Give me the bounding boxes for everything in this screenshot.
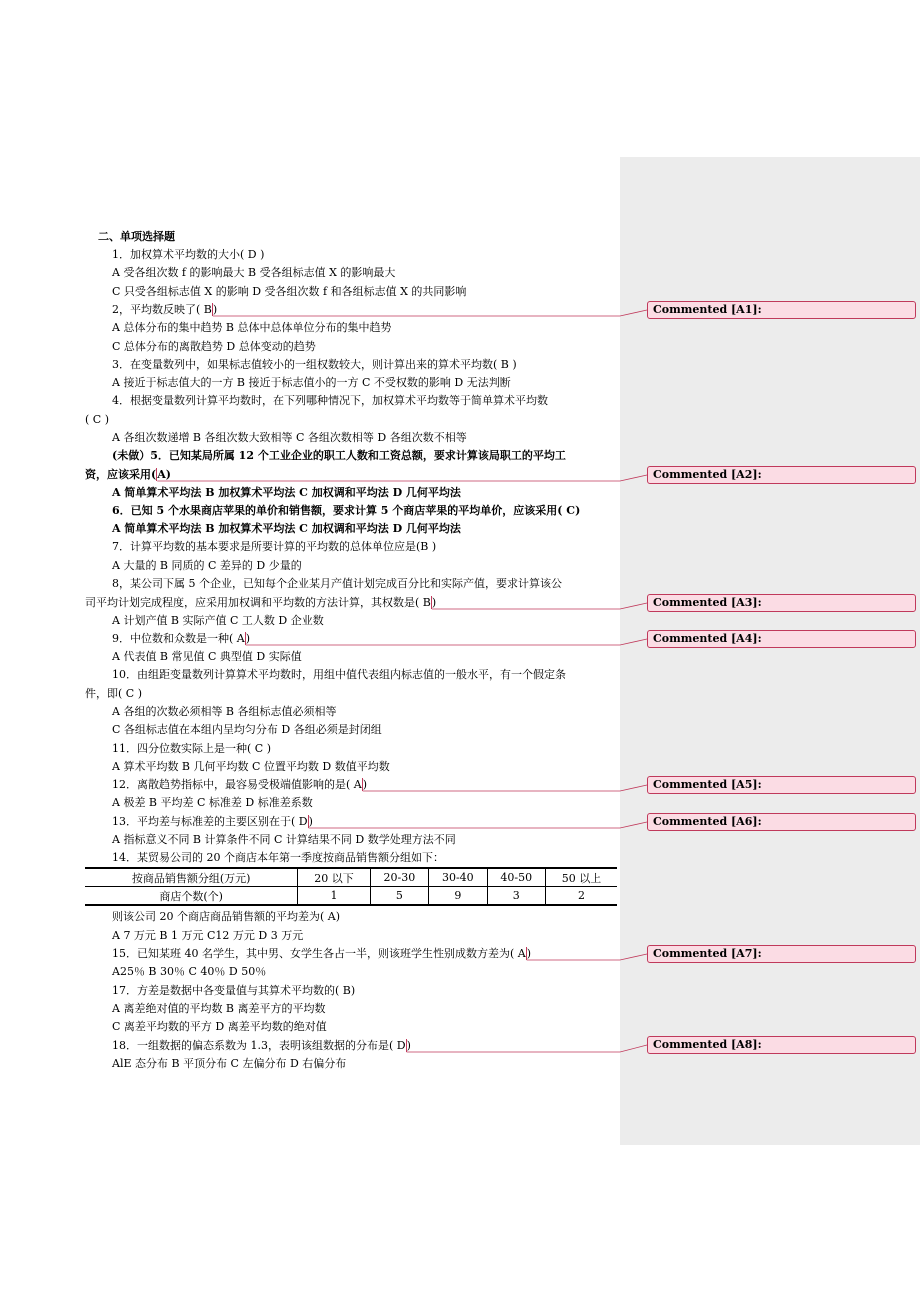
comment-balloon[interactable]: Commented [A6]: xyxy=(647,813,916,831)
commented-text-tail: ) xyxy=(212,303,218,316)
table-cell: 2 xyxy=(546,887,618,906)
comment-connector-line xyxy=(407,1045,647,1052)
table-cell: 40-50 xyxy=(487,868,545,887)
commented-text[interactable]: 12．离散趋势指标中，最容易受极端值影响的是( A xyxy=(112,778,362,791)
table-cell: 30-40 xyxy=(429,868,487,887)
table-cell: 1 xyxy=(298,887,370,906)
comment-balloon[interactable]: Commented [A3]: xyxy=(647,594,916,612)
commented-text[interactable]: 15．已知某班 40 名学生，其中男、女学生各占一半，则该班学生性别成数方差为( A xyxy=(112,947,526,960)
comment-connector-line xyxy=(157,475,647,481)
comment-balloon[interactable]: Commented [A2]: xyxy=(647,466,916,484)
comment-balloon[interactable]: Commented [A4]: xyxy=(647,630,916,648)
comment-balloon[interactable]: Commented [A8]: xyxy=(647,1036,916,1054)
question-line: A 各组的次数必须相等 B 各组标志值必须相等 xyxy=(112,705,337,718)
question-line: C 各组标志值在本组内呈均匀分布 D 各组必须是封闭组 xyxy=(112,723,382,736)
question-line: 1．加权算术平均数的大小( D ) xyxy=(112,248,265,261)
question-line: 7．计算平均数的基本要求是所要计算的平均数的总体单位应是(B ) xyxy=(112,540,437,553)
commented-text[interactable]: 18．一组数据的偏态系数为 1.3，表明该组数据的分布是( D xyxy=(112,1039,406,1052)
comment-connector-line xyxy=(363,785,647,791)
question-line: A 极差 B 平均差 C 标准差 D 标准差系数 xyxy=(112,796,313,809)
question-line: 10．由组距变量数列计算算术平均数时，用组中值代表组内标志值的一般水平，有一个假定条 xyxy=(112,668,566,681)
commented-text-tail: ) xyxy=(245,632,251,645)
comment-balloon[interactable]: Commented [A1]: xyxy=(647,301,916,319)
question-line: 4．根据变量数列计算平均数时，在下列哪种情况下，加权算术平均数等于简单算术平均数 xyxy=(112,394,548,407)
comment-connector-line xyxy=(527,954,647,960)
question-line: C 总体分布的离散趋势 D 总体变动的趋势 xyxy=(112,340,316,353)
question-line: A 接近于标志值大的一方 B 接近于标志值小的一方 C 不受权数的影响 D 无法判断 xyxy=(112,376,511,389)
table-cell: 9 xyxy=(429,887,487,906)
question-line: (未做）5．已知某局所属 12 个工业企业的职工人数和工资总额，要求计算该局职工的平均工 xyxy=(112,449,566,462)
commented-text-tail: ) xyxy=(431,596,437,609)
question-line: A25％ B 30％ C 40％ D 50％ xyxy=(112,965,267,978)
table-cell: 20 以下 xyxy=(298,868,370,887)
commented-text[interactable]: 司平均计划完成程度，应采用加权调和平均数的方法计算，其权数是( B xyxy=(85,596,431,609)
question-line: A 7 万元 B 1 万元 C12 万元 D 3 万元 xyxy=(112,929,304,942)
table-row-header: 按商品销售额分组(万元) xyxy=(85,868,298,887)
question-line: A 计划产值 B 实际产值 C 工人数 D 企业数 xyxy=(112,614,324,627)
question-line: A 离差绝对值的平均数 B 离差平方的平均数 xyxy=(112,1002,326,1015)
question-line: 11．四分位数实际上是一种( C ) xyxy=(112,742,271,755)
commented-text[interactable]: 13．平均差与标准差的主要区别在于( D xyxy=(112,815,308,828)
comment-balloon[interactable]: Commented [A5]: xyxy=(647,776,916,794)
comment-connector-line xyxy=(246,639,647,645)
comment-connector-line xyxy=(309,822,647,828)
question-line: ( C ) xyxy=(85,413,109,426)
question-line: A 算术平均数 B 几何平均数 C 位置平均数 D 数值平均数 xyxy=(112,760,390,773)
question-line: C 只受各组标志值 X 的影响 D 受各组次数 f 和各组标志值 X 的共同影响 xyxy=(112,285,467,298)
question-line: 3．在变量数列中，如果标志值较小的一组权数较大，则计算出来的算术平均数( B ) xyxy=(112,358,517,371)
table-cell: 50 以上 xyxy=(546,868,618,887)
table-cell: 3 xyxy=(487,887,545,906)
question-line: 则该公司 20 个商店商品销售额的平均差为( A) xyxy=(112,910,341,923)
question-line: A 代表值 B 常见值 C 典型值 D 实际值 xyxy=(112,650,302,663)
table-cell: 20-30 xyxy=(370,868,428,887)
question-line: A 受各组次数 f 的影响最大 B 受各组标志值 X 的影响最大 xyxy=(112,266,396,279)
comment-connector-line xyxy=(432,603,647,609)
question-line: AlE 态分布 B 平顶分布 C 左偏分布 D 右偏分布 xyxy=(112,1057,347,1070)
question-line: 6．已知 5 个水果商店苹果的单价和销售额，要求计算 5 个商店苹果的平均单价，应该采用( C) xyxy=(112,504,581,517)
commented-text[interactable]: 9．中位数和众数是一种( A xyxy=(112,632,245,645)
commented-text-tail: ) xyxy=(362,778,368,791)
section-title: 二、单项选择题 xyxy=(98,230,175,243)
question-line: A 指标意义不同 B 计算条件不同 C 计算结果不同 D 数学处理方法不同 xyxy=(112,833,456,846)
question-line: A 总体分布的集中趋势 B 总体中总体单位分布的集中趋势 xyxy=(112,321,392,334)
question-line: A 各组次数递增 B 各组次数大致相等 C 各组次数相等 D 各组次数不相等 xyxy=(112,431,467,444)
commented-text-tail: A) xyxy=(157,468,171,481)
commented-text-tail: ) xyxy=(406,1039,411,1052)
question-line: C 离差平均数的平方 D 离差平均数的绝对值 xyxy=(112,1020,327,1033)
question-line: 14．某贸易公司的 20 个商店本年第一季度按商品销售额分组如下： xyxy=(112,851,444,864)
commented-text[interactable]: 资，应该采用( xyxy=(85,468,157,481)
comment-balloon[interactable]: Commented [A7]: xyxy=(647,945,916,963)
question-line: A 简单算术平均法 B 加权算术平均法 C 加权调和平均法 D 几何平均法 xyxy=(112,486,461,499)
commented-text-tail: ) xyxy=(308,815,313,828)
table-row-header: 商店个数(个) xyxy=(85,887,298,906)
question-line: 8，某公司下属 5 个企业，已知每个企业某月产值计划完成百分比和实际产值，要求计算该公 xyxy=(112,577,562,590)
commented-text[interactable]: 2，平均数反映了( B xyxy=(112,303,212,316)
question-line: 件，即( C ) xyxy=(85,687,142,700)
question-line: 17．方差是数据中各变量值与其算术平均数的( B) xyxy=(112,984,356,997)
commented-text-tail: ) xyxy=(526,947,532,960)
question-line: A 大量的 B 同质的 C 差异的 D 少量的 xyxy=(112,559,302,572)
comment-connector-line xyxy=(213,310,647,316)
question-line: A 简单算术平均法 B 加权算术平均法 C 加权调和平均法 D 几何平均法 xyxy=(112,522,461,535)
table-cell: 5 xyxy=(370,887,428,906)
